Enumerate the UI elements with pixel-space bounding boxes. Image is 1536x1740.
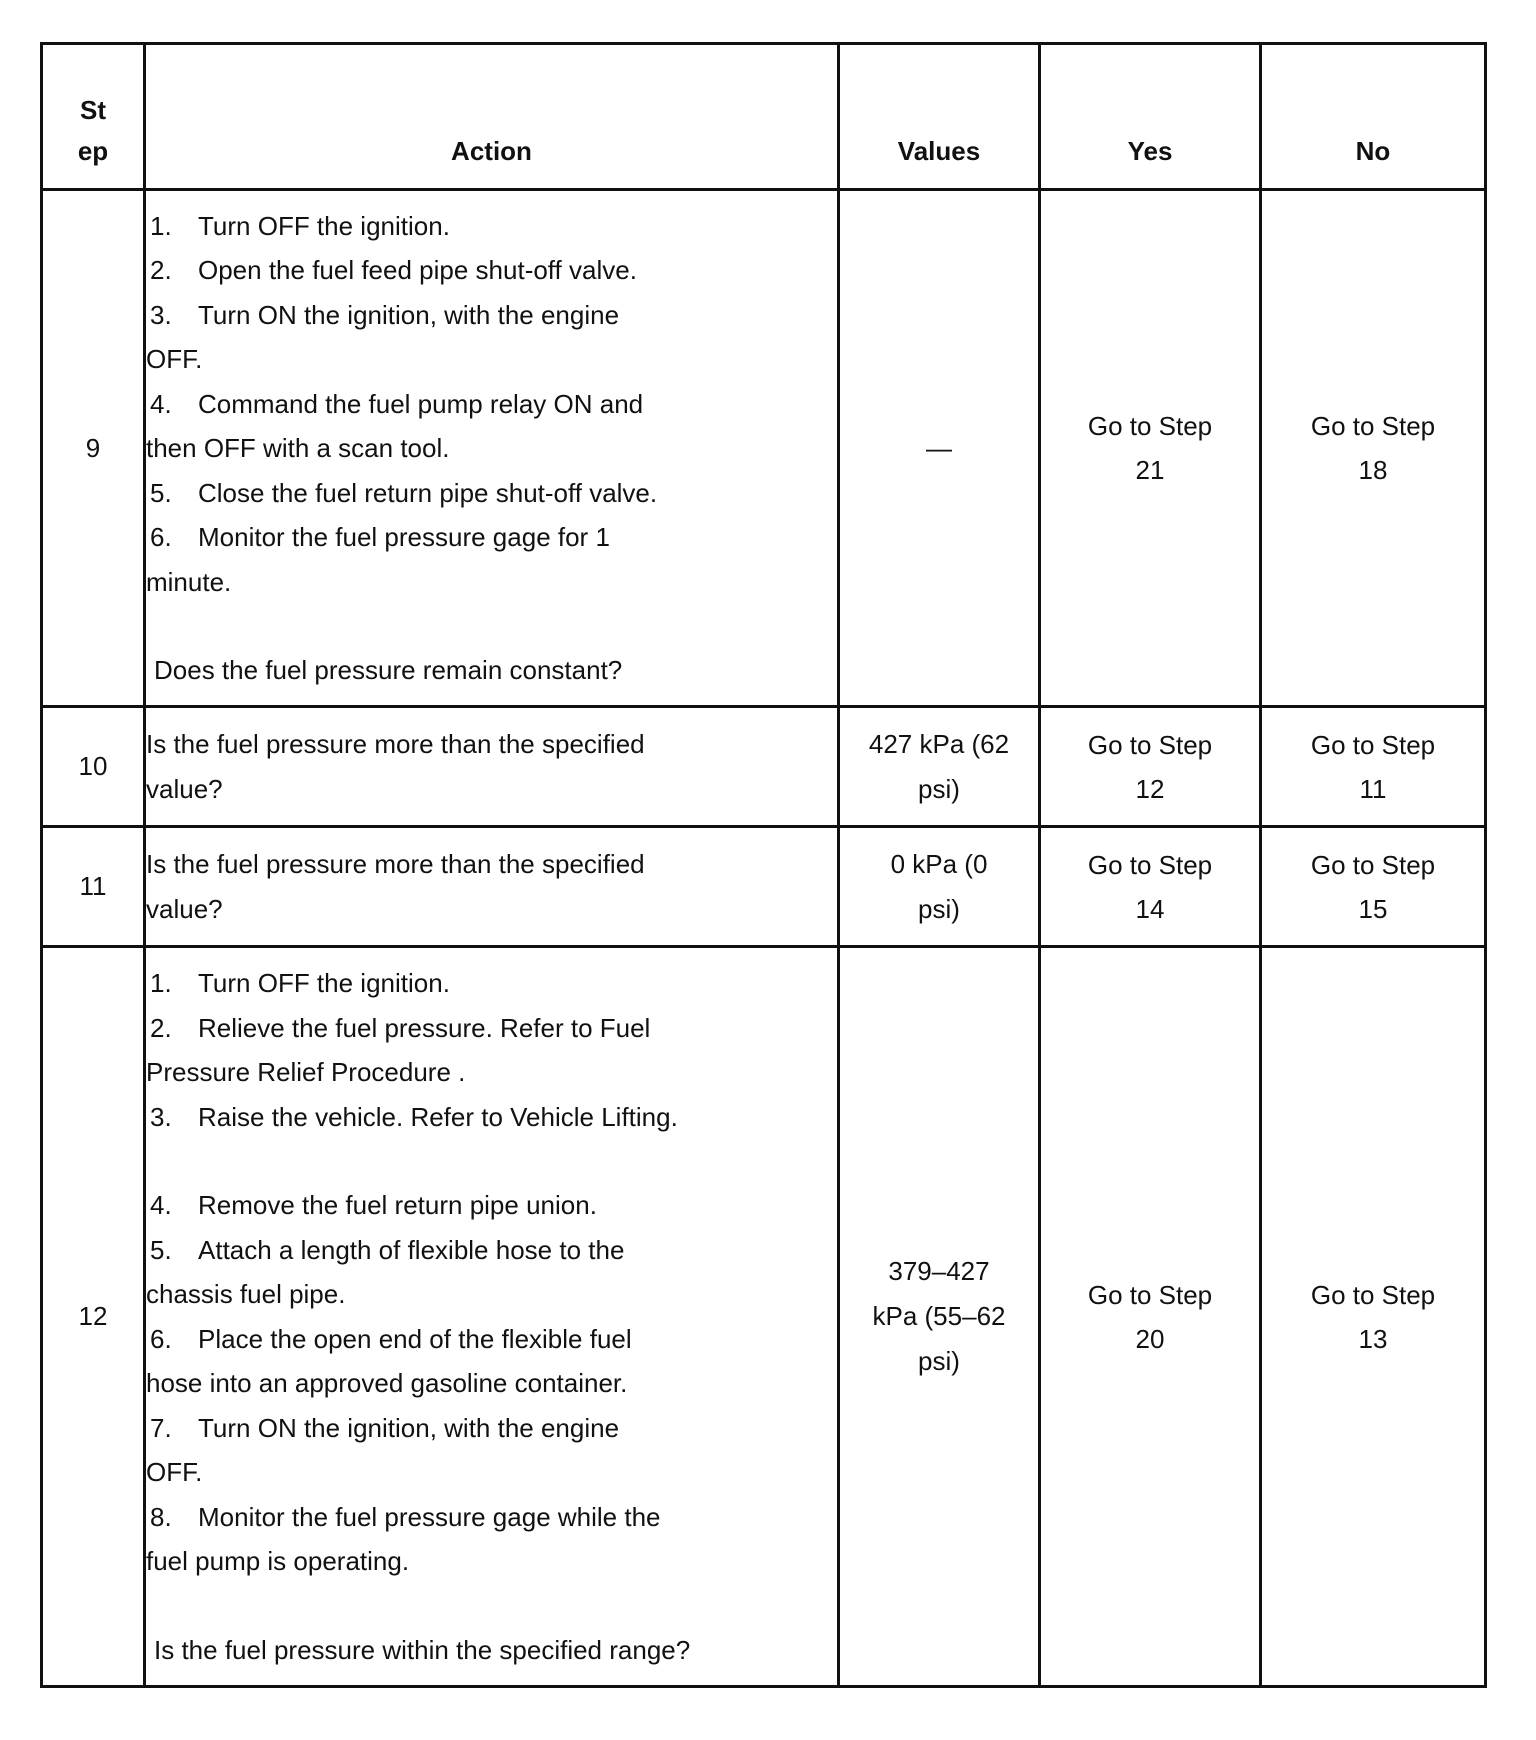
table-row-step-12 [42, 947, 1486, 1687]
action-text: Remove the fuel return pipe union. [198, 1190, 597, 1220]
action-num: 6. [150, 522, 172, 552]
action-cell [145, 827, 839, 947]
action-text-cont: Pressure Relief Procedure . [146, 1057, 466, 1087]
action-num: 5. [150, 477, 172, 508]
action-item [146, 248, 837, 293]
yes-goto-step: 20 [1135, 1323, 1165, 1354]
action-num: 1. [150, 968, 172, 998]
action-question-cont: value? [146, 773, 223, 804]
action-question-cont: value? [146, 893, 223, 924]
no-goto-step: 13 [1358, 1323, 1388, 1354]
no-goto-step: 11 [1359, 773, 1387, 804]
step-number: 9 [42, 190, 145, 707]
action-text: Close the fuel return pipe shut-off valve. [198, 477, 658, 508]
action-num: 2. [150, 255, 172, 285]
action-num: 6. [150, 1323, 172, 1354]
value-line: 427 kPa (62 [868, 728, 1010, 759]
action-item [146, 1495, 837, 1540]
step-number: 11 [42, 827, 145, 947]
action-item [146, 1006, 837, 1051]
action-text-cont: hose into an approved gasoline container. [146, 1368, 628, 1398]
action-cell [145, 190, 839, 707]
header-no: No [1261, 44, 1486, 190]
action-question: Is the fuel pressure more than the specified [146, 729, 645, 759]
table-row-step-9 [42, 190, 1486, 707]
action-text-cont: OFF. [146, 344, 203, 374]
action-text: Command the fuel pump relay ON and [198, 388, 644, 419]
action-cell [145, 947, 839, 1687]
action-cell [145, 707, 839, 827]
action-num: 5. [150, 1234, 172, 1265]
action-item [146, 471, 837, 516]
action-num: 3. [150, 299, 172, 330]
action-question: Is the fuel pressure more than the specified [146, 849, 645, 879]
header-yes: Yes [1040, 44, 1261, 190]
values-cell [839, 707, 1040, 827]
action-text: Monitor the fuel pressure gage for 1 [198, 522, 610, 552]
header-step-line2: ep [77, 136, 109, 166]
value-line: 379–427 [888, 1256, 990, 1286]
yes-cell [1040, 827, 1261, 947]
values-cell [839, 827, 1040, 947]
header-values: Values [839, 44, 1040, 190]
header-step [42, 44, 145, 190]
spacer [146, 1139, 837, 1183]
action-item [146, 293, 837, 338]
step-number: 12 [42, 947, 145, 1687]
values-cell [839, 947, 1040, 1687]
action-text-cont: then OFF with a scan tool. [146, 433, 450, 463]
value-line: kPa (55–62 [872, 1301, 1006, 1331]
value-line: psi) [918, 1346, 960, 1376]
yes-goto-label: Go to Step [1087, 729, 1213, 760]
table-row-step-11 [42, 827, 1486, 947]
yes-cell [1040, 947, 1261, 1687]
action-text-cont: OFF. [146, 1457, 203, 1487]
yes-goto-label: Go to Step [1087, 1279, 1213, 1310]
action-item [146, 1095, 837, 1140]
yes-goto-step: 14 [1135, 893, 1165, 924]
yes-goto-step: 12 [1135, 773, 1165, 804]
action-item [146, 1317, 837, 1362]
action-text: Attach a length of flexible hose to the [198, 1234, 625, 1265]
action-item [146, 204, 837, 249]
header-row [42, 44, 1486, 190]
action-text-cont: fuel pump is operating. [146, 1546, 410, 1576]
action-num: 2. [150, 1012, 172, 1043]
action-text-cont: minute. [146, 566, 232, 597]
action-question: Is the fuel pressure within the specified range? [154, 1634, 691, 1665]
value-line: 0 kPa (0 [890, 848, 988, 879]
no-goto-step: 15 [1358, 893, 1388, 924]
no-cell [1261, 827, 1486, 947]
action-question: Does the fuel pressure remain constant? [154, 655, 623, 685]
action-text: Turn ON the ignition, with the engine [198, 1412, 620, 1443]
no-cell [1261, 947, 1486, 1687]
value-line: psi) [918, 893, 960, 924]
value-line: psi) [918, 773, 960, 804]
action-item [146, 382, 837, 427]
header-step-line1: St [80, 95, 106, 125]
no-goto-label: Go to Step [1310, 729, 1436, 760]
action-item [146, 1183, 837, 1228]
action-text: Monitor the fuel pressure gage while the [198, 1501, 661, 1532]
action-text: Raise the vehicle. Refer to Vehicle Lifting. [198, 1101, 678, 1132]
step-number: 10 [42, 707, 145, 827]
yes-goto-label: Go to Step [1087, 849, 1213, 880]
no-goto-step: 18 [1358, 455, 1388, 485]
no-goto-label: Go to Step [1310, 1279, 1436, 1310]
header-action: Action [145, 44, 839, 190]
action-text: Relieve the fuel pressure. Refer to Fuel [198, 1012, 651, 1043]
table-row-step-10 [42, 707, 1486, 827]
action-item [146, 515, 837, 560]
diagnostic-table [40, 42, 1487, 1688]
action-num: 7. [150, 1412, 172, 1443]
action-num: 3. [150, 1101, 172, 1132]
yes-goto-label: Go to Step [1087, 411, 1213, 441]
action-item [146, 961, 837, 1006]
action-item [146, 1228, 837, 1273]
no-goto-label: Go to Step [1310, 411, 1436, 441]
no-goto-label: Go to Step [1310, 849, 1436, 880]
action-text: Turn OFF the ignition. [198, 210, 450, 241]
values-cell: — [839, 190, 1040, 707]
spacer [146, 604, 837, 648]
action-text: Turn OFF the ignition. [198, 968, 450, 998]
action-num: 8. [150, 1501, 172, 1532]
yes-goto-step: 21 [1135, 455, 1165, 485]
action-text: Place the open end of the flexible fuel [198, 1323, 632, 1354]
action-item [146, 1406, 837, 1451]
yes-cell [1040, 707, 1261, 827]
no-cell [1261, 707, 1486, 827]
action-text: Open the fuel feed pipe shut-off valve. [198, 255, 637, 285]
action-text: Turn ON the ignition, with the engine [198, 299, 620, 330]
action-num: 4. [150, 1190, 172, 1220]
action-num: 1. [150, 210, 172, 241]
no-cell [1261, 190, 1486, 707]
action-text-cont: chassis fuel pipe. [146, 1279, 346, 1309]
spacer [146, 1584, 837, 1628]
action-num: 4. [150, 388, 172, 419]
yes-cell [1040, 190, 1261, 707]
